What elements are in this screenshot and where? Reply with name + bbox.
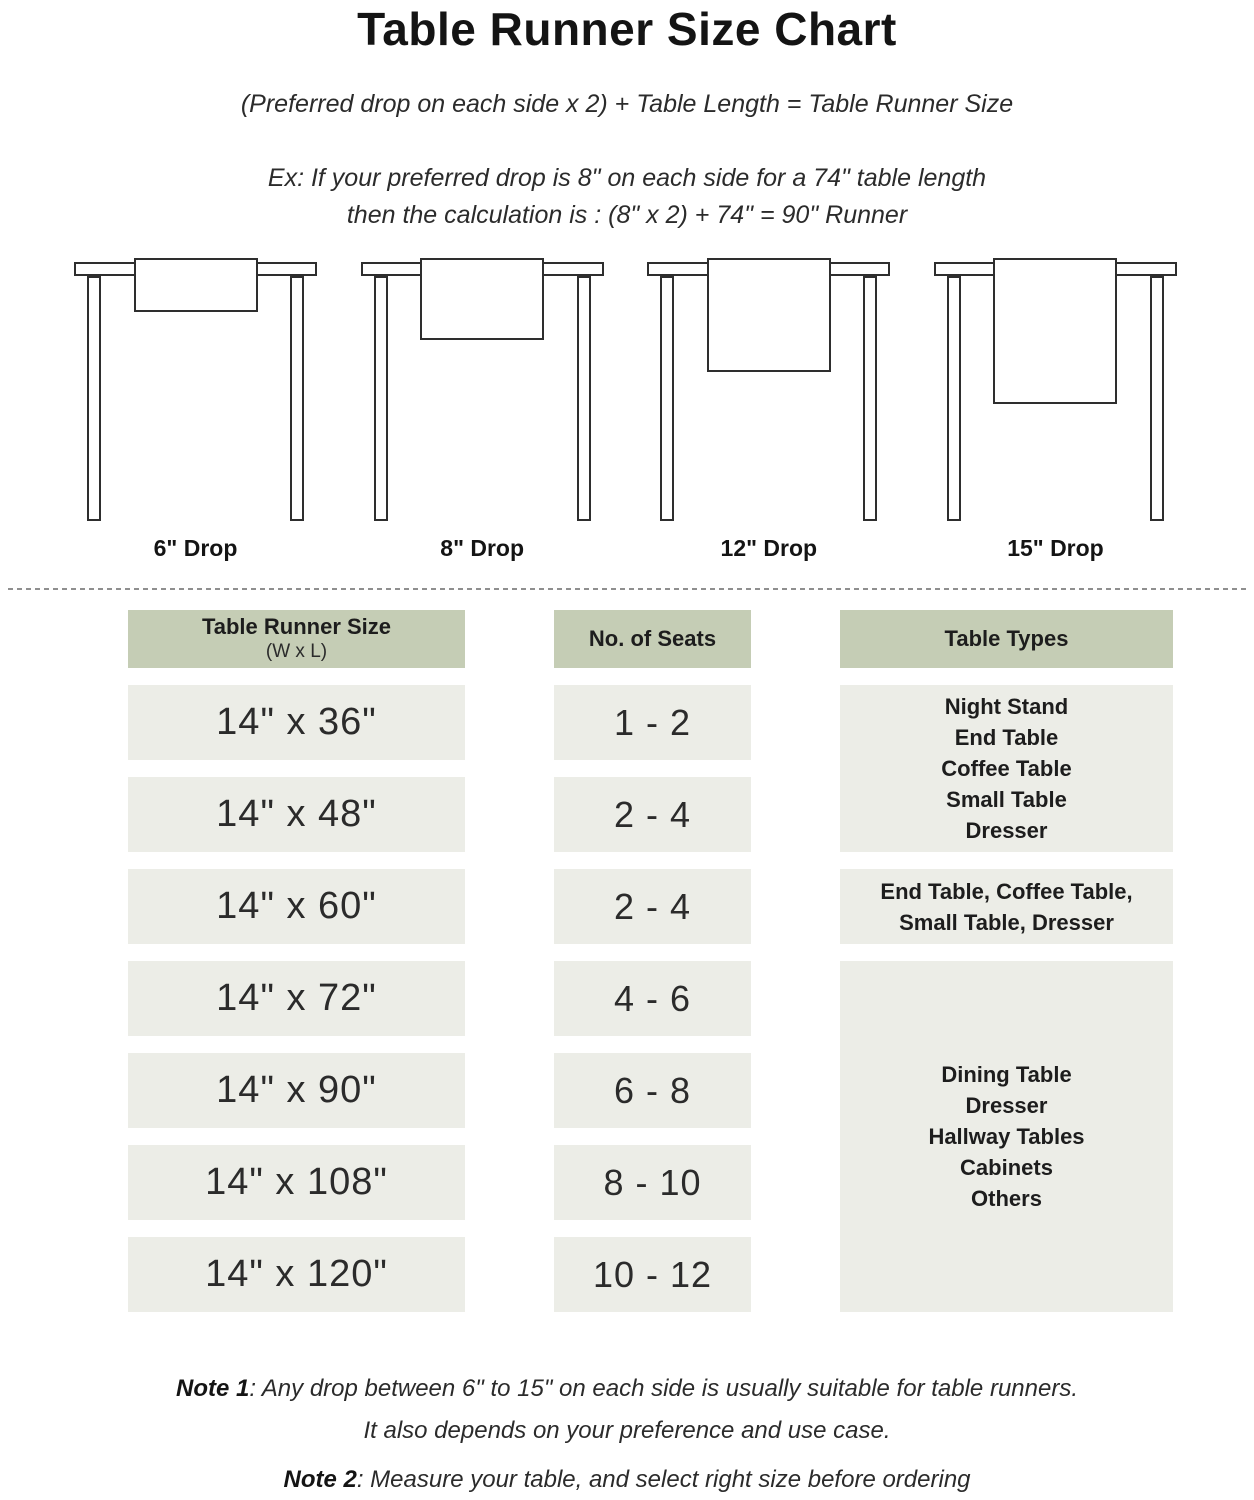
table-type-line: Hallway Tables [928,1124,1085,1149]
example-text [0,160,1254,234]
column-header-table-types [840,610,1173,668]
note-1-text: : Any drop between 6" to 15" on each side is usually suitable for table runners. [249,1375,1078,1402]
table-diagram-15in-drop [934,258,1177,562]
table-type-line: Coffee Table [941,756,1072,781]
table-leg-left [374,276,388,521]
table-leg-right [863,276,877,521]
table-type-line: End Table, Coffee Table, [880,878,1133,904]
table-type-line: Small Table [946,787,1067,812]
runner-size-header-subtitle: (W x L) [265,641,328,662]
table-type-line: Dining Table [941,1062,1072,1087]
table-types-header-title: Table Types [944,626,1069,651]
runner-size-header-title: Table Runner Size [201,614,392,639]
table-types-group-large [840,961,1173,1312]
table-row-seats: 2 - 4 [554,869,751,944]
example-line-2: then the calculation is : (8" x 2) + 74" = 90" Runner [346,201,908,229]
runner-shape [707,258,831,372]
table-row-seats: 2 - 4 [554,777,751,852]
drop-label: 15" Drop [1007,535,1104,561]
runner-shape [420,258,544,340]
table-row-seats: 4 - 6 [554,961,751,1036]
table-row-size: 14" x 120" [128,1237,465,1312]
table-leg-left [947,276,961,521]
table-drawing [934,258,1177,521]
table-row-size: 14" x 108" [128,1145,465,1220]
drop-diagrams [74,258,1177,562]
table-diagram-12in-drop [647,258,890,562]
table-row-seats: 8 - 10 [554,1145,751,1220]
note-2-text: : Measure your table, and select right size before ordering [356,1466,971,1493]
table-leg-left [87,276,101,521]
note-1 [0,1368,1254,1452]
table-drawing [361,258,604,521]
dashed-divider [8,588,1246,590]
table-type-line: Night Stand [944,694,1069,719]
size-chart [128,610,1173,1312]
seats-header-title: No. of Seats [588,626,717,651]
table-leg-left [660,276,674,521]
table-row-seats: 1 - 2 [554,685,751,760]
table-type-line: Cabinets [960,1155,1053,1180]
page-title: Table Runner Size Chart [357,3,897,55]
table-row-size: 14" x 48" [128,777,465,852]
table-types-group-small [840,685,1173,852]
column-header-seats [554,610,751,668]
note-1-label: Note 1 [175,1375,250,1402]
note-1-line-2: It also depends on your preference and use case. [363,1417,891,1444]
drop-label: 8" Drop [440,535,525,561]
table-leg-right [290,276,304,521]
table-type-line: Others [971,1186,1042,1211]
table-row-size: 14" x 36" [128,685,465,760]
table-leg-right [577,276,591,521]
table-type-line: Small Table, Dresser [899,909,1114,935]
drop-label: 12" Drop [720,535,818,561]
column-header-runner-size [128,610,465,668]
note-1-line-1 [0,1368,1254,1410]
table-type-line: End Table [954,725,1059,750]
table-drawing [647,258,890,521]
table-row-seats: 6 - 8 [554,1053,751,1128]
table-row-size: 14" x 60" [128,869,465,944]
table-type-line: Dresser [965,818,1048,843]
table-diagram-6in-drop [74,258,317,562]
table-row-size: 14" x 72" [128,961,465,1036]
table-drawing [74,258,317,521]
note-2 [0,1466,1254,1494]
example-line-1: Ex: If your preferred drop is 8" on each side for a 74" table length [267,164,987,192]
table-type-line: Dresser [965,1093,1048,1118]
formula-text: (Preferred drop on each side x 2) + Table Length = Table Runner Size [240,90,1014,118]
table-diagram-8in-drop [361,258,604,562]
drop-label: 6" Drop [153,535,238,561]
runner-shape [134,258,258,312]
table-types-group-medium [840,869,1173,944]
table-leg-right [1150,276,1164,521]
runner-shape [993,258,1117,404]
note-2-label: Note 2 [283,1466,357,1493]
table-row-size: 14" x 90" [128,1053,465,1128]
table-row-seats: 10 - 12 [554,1237,751,1312]
